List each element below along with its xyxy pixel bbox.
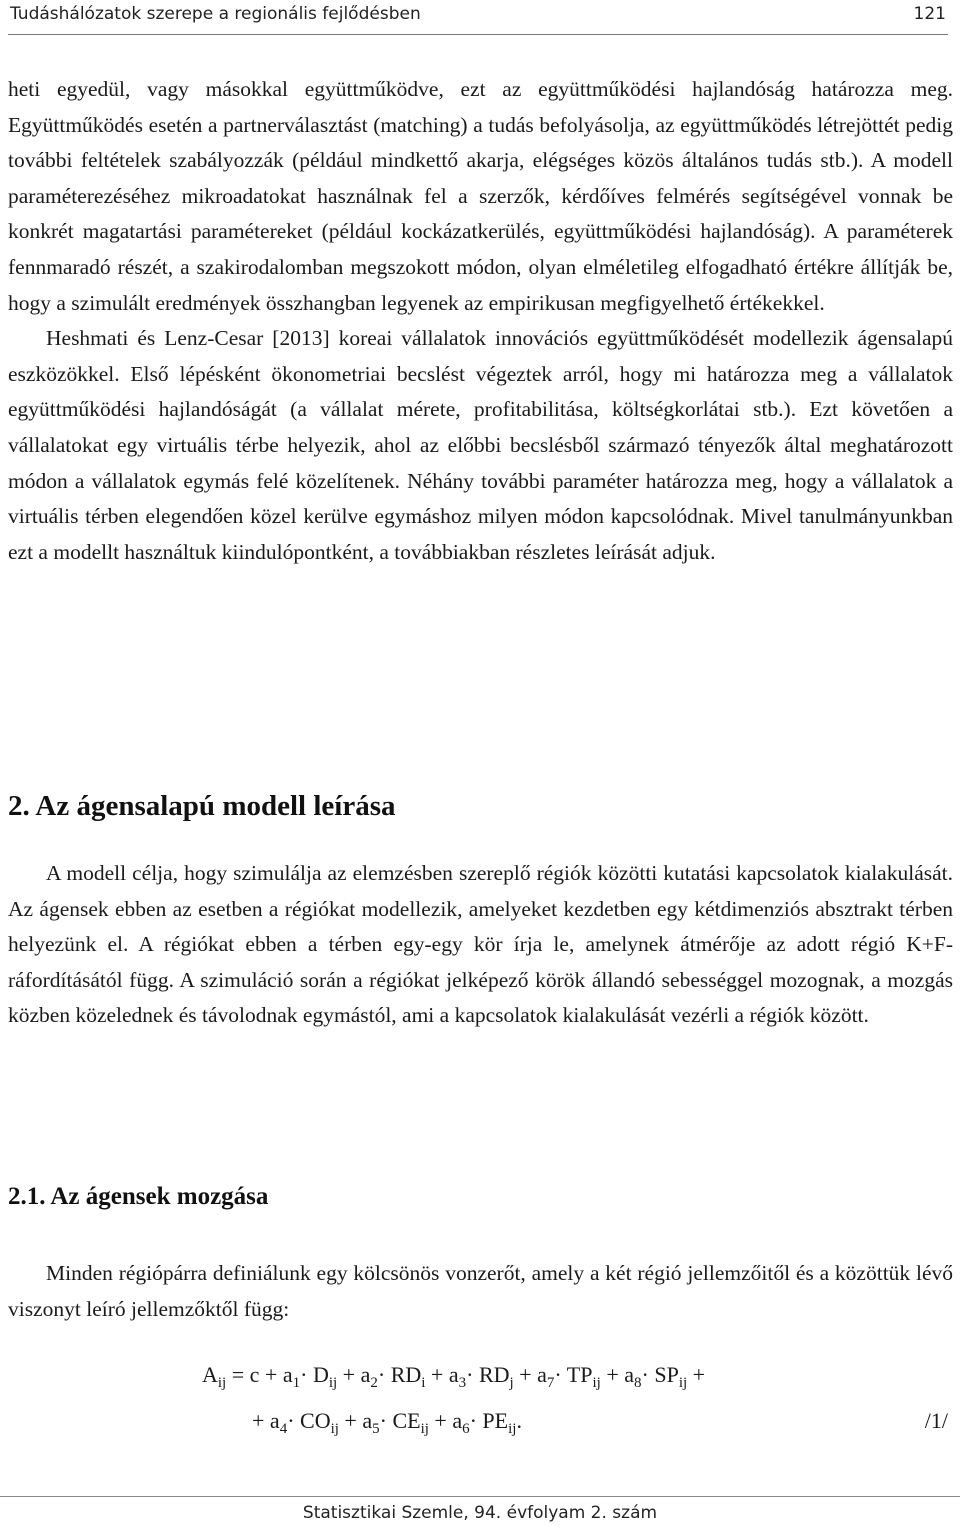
subsection-heading: 2.1. Az ágensek mozgása — [8, 1183, 269, 1210]
equation-line-1: $A_{ij} = c + a_1\cdot D_{ij} + a_2\cdot RD_i + a_3\cdot RD_j + a_7\cdot TP_{ij} + a_8\cdot SP_{ij}$ + — [202, 1362, 706, 1391]
equation-number: /1/ — [924, 1408, 948, 1433]
section-heading: 2. Az ágensalapú modell leírása — [8, 790, 396, 822]
page-number: 121 — [913, 4, 946, 24]
equation-line-2: + $a_4\cdot CO_{ij} + a_5\cdot CE_{ij} + a_6\cdot PE_{ij}$. — [252, 1408, 522, 1437]
section-2-text — [8, 856, 953, 1034]
paragraph-attraction: Minden régiópárra definiálunk egy kölcsönös vonzerőt, amely a két régió jellemzőitől és a közöttük lévő viszonyt leíró jellemzőktől függ: — [8, 1261, 953, 1321]
journal-footer: Statisztikai Szemle, 94. évfolyam 2. szám — [0, 1496, 960, 1523]
running-header — [8, 0, 948, 35]
body-text-block — [8, 72, 953, 570]
running-title: Tudáshálózatok szerepe a regionális fejlődésben — [10, 4, 421, 24]
paragraph-model-goal: A modell célja, hogy szimulálja az elemzésben szereplő régiók közötti kutatási kapcsolatok kialakulását. Az ágensek ebben az esetben a régiókat modellezik, amelyeket kezdetben egy kétdimenziós absztrakt térben helyezünk el. A régiókat ebben a térben egy-egy kör írja le, amelynek átmérője az adott régió K+F-ráfordításától függ. A szimuláció során a régiókat jelképező körök állandó sebességgel mozognak, a mozgás közben közelednek és távolodnak egymástól, ami a kapcsolatok kialakulását vezérli a régiók között. — [8, 861, 953, 1028]
paragraph-heshmati: Heshmati és Lenz-Cesar [2013] koreai vállalatok innovációs együttműködését modellezik ágensalapú eszközökkel. Első lépésként ökonometriai becslést végeztek arról, hogy mi határozza meg a vállalatok együttműködési hajlandóságát (a vállalat mérete, profitabilitása, költségkorlátai stb.). Ezt követően a vállalatokat egy virtuális térbe helyezik, ahol az előbbi becslésből származó tényezők által meghatározott módon a vállalatok egymás felé közelítenek. Néhány további paraméter határozza meg, hogy a vállalatok a virtuális térben elegendően közel kerülve egymáshoz milyen módon kapcsolódnak. Mivel tanulmányunkban ezt a modellt használtuk kiindulópontként, a továbbiakban részletes leírását adjuk. — [8, 326, 953, 564]
paragraph-continuation: heti egyedül, vagy másokkal együttműködve, ezt az együttműködési hajlandóság határozza meg. Együttműködés esetén a partnerválasztást (matching) a tudás befolyásolja, az együttműködés létrejöttét pedig további feltételek szabályozzák (például mindkettő akarja, elégséges közös általános tudás stb.). A modell paraméterezéséhez mikroadatokat használnak fel a szerzők, kérdőíves felmérés segítségével vonnak be konkrét magatartási paramétereket (például kockázatkerülés, együttműködési hajlandóság). A paraméterek fennmaradó részét, a szakirodalomban megszokott módon, olyan elméletileg elfogadható értékre állítják be, hogy a szimulált eredmények összhangban legyenek az empirikusan megfigyelhető értékekkel. — [8, 77, 953, 315]
section-2-1-text — [8, 1256, 953, 1327]
